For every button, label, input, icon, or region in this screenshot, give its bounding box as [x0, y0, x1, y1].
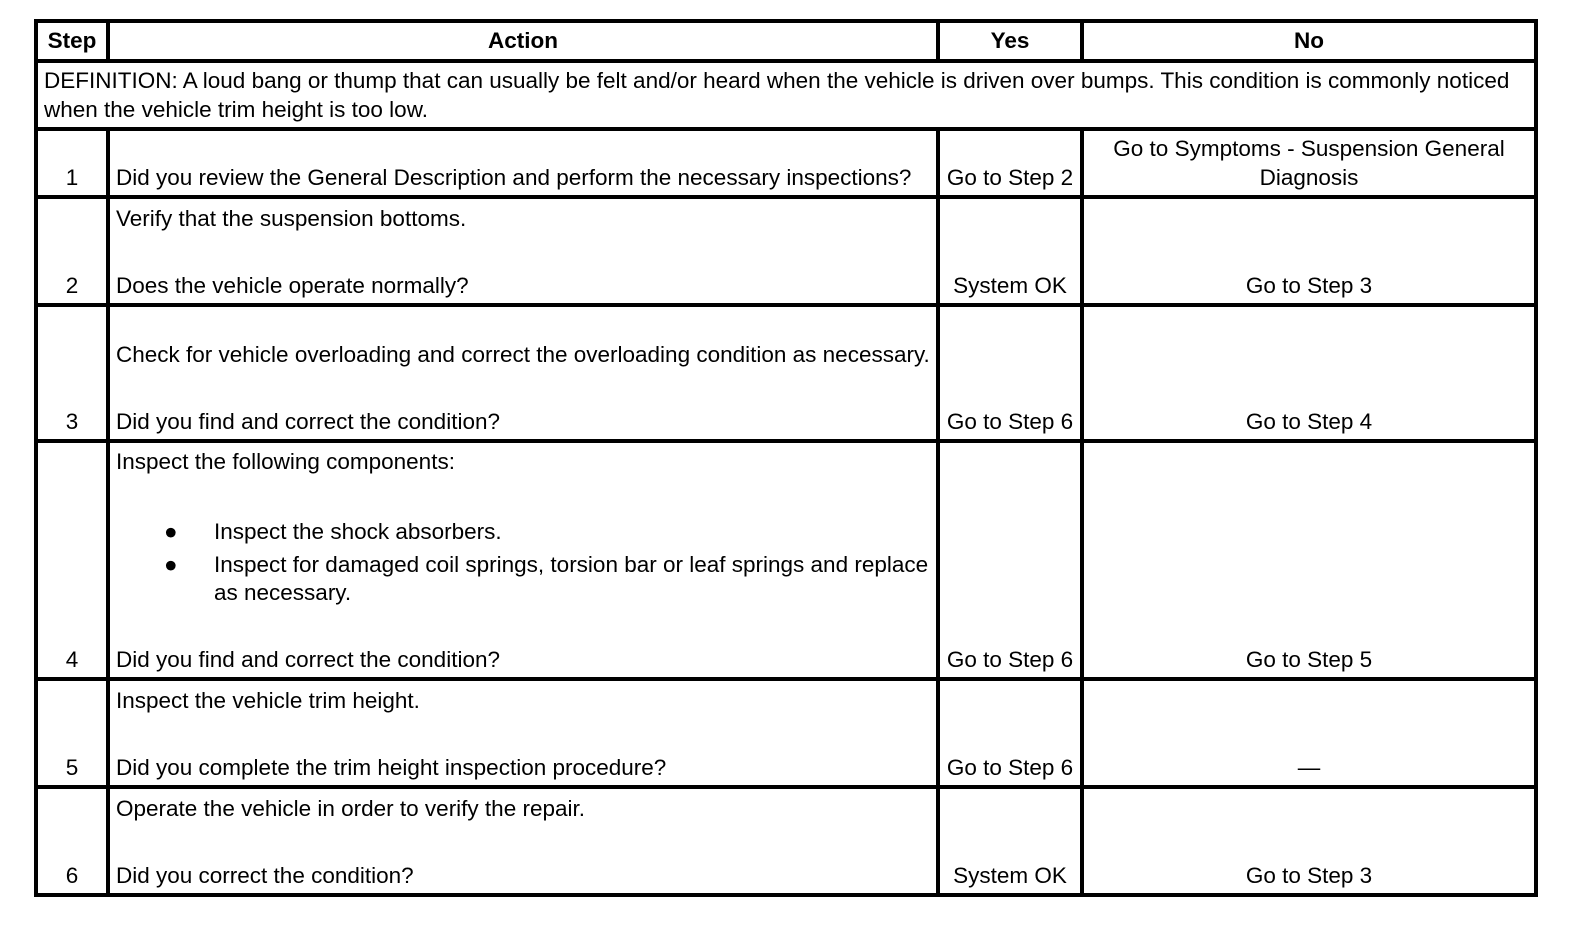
definition-row [36, 61, 1536, 129]
table-row [36, 305, 1536, 441]
action-question: Did you complete the trim height inspection procedure? [116, 754, 667, 780]
header-yes: Yes [938, 21, 1082, 61]
step-number: 1 [36, 129, 108, 197]
action-text: Operate the vehicle in order to verify the repair. [116, 796, 585, 821]
action-cell [108, 305, 938, 441]
bullet-icon: ● [164, 519, 178, 544]
action-text: Verify that the suspension bottoms. [116, 206, 467, 231]
no-cell: Go to Step 4 [1082, 305, 1536, 441]
no-cell: Go to Step 3 [1082, 787, 1536, 895]
list-item-text: Inspect for damaged coil springs, torsion bar or leaf springs and replace as necessary. [214, 551, 929, 605]
action-text: Check for vehicle overloading and correct the overloading condition as necessary. [116, 342, 930, 367]
table-row [36, 679, 1536, 787]
table-row [36, 787, 1536, 895]
no-cell: Go to Step 3 [1082, 197, 1536, 305]
action-cell [108, 129, 938, 197]
yes-cell: Go to Step 6 [938, 679, 1082, 787]
action-cell [108, 197, 938, 305]
definition-text: DEFINITION: A loud bang or thump that can usually be felt and/or heard when the vehicle is driven over bumps. This condition is commonly noticed when the vehicle trim height is too low. [36, 61, 1536, 129]
header-no: No [1082, 21, 1536, 61]
table-row [36, 129, 1536, 197]
action-cell [108, 441, 938, 679]
action-question: Did you correct the condition? [116, 862, 414, 888]
step-number: 4 [36, 441, 108, 679]
no-cell: Go to Symptoms - Suspension General Diagnosis [1082, 129, 1536, 197]
bullet-icon: ● [164, 551, 178, 577]
action-question: Did you find and correct the condition? [116, 646, 500, 672]
action-cell [108, 787, 938, 895]
action-text: Did you review the General Description and perform the necessary inspections? [116, 164, 912, 190]
table-row [36, 197, 1536, 305]
step-number: 5 [36, 679, 108, 787]
action-question: Does the vehicle operate normally? [116, 272, 469, 298]
yes-cell: System OK [938, 197, 1082, 305]
header-row [36, 21, 1536, 61]
action-text: Inspect the vehicle trim height. [116, 688, 420, 713]
yes-cell: Go to Step 6 [938, 305, 1082, 441]
no-cell: Go to Step 5 [1082, 441, 1536, 679]
list-item [116, 551, 930, 608]
step-number: 3 [36, 305, 108, 441]
header-action: Action [108, 21, 938, 61]
component-list [116, 518, 930, 608]
action-text: Inspect the following components: [116, 448, 455, 474]
yes-cell: Go to Step 6 [938, 441, 1082, 679]
no-cell: — [1082, 679, 1536, 787]
table-row [36, 441, 1536, 679]
list-item [116, 518, 930, 547]
action-question: Did you find and correct the condition? [116, 408, 500, 434]
action-cell [108, 679, 938, 787]
diagnostic-table [34, 19, 1538, 897]
step-number: 6 [36, 787, 108, 895]
yes-cell: Go to Step 2 [938, 129, 1082, 197]
step-number: 2 [36, 197, 108, 305]
yes-cell: System OK [938, 787, 1082, 895]
list-item-text: Inspect the shock absorbers. [214, 519, 502, 544]
header-step: Step [36, 21, 108, 61]
